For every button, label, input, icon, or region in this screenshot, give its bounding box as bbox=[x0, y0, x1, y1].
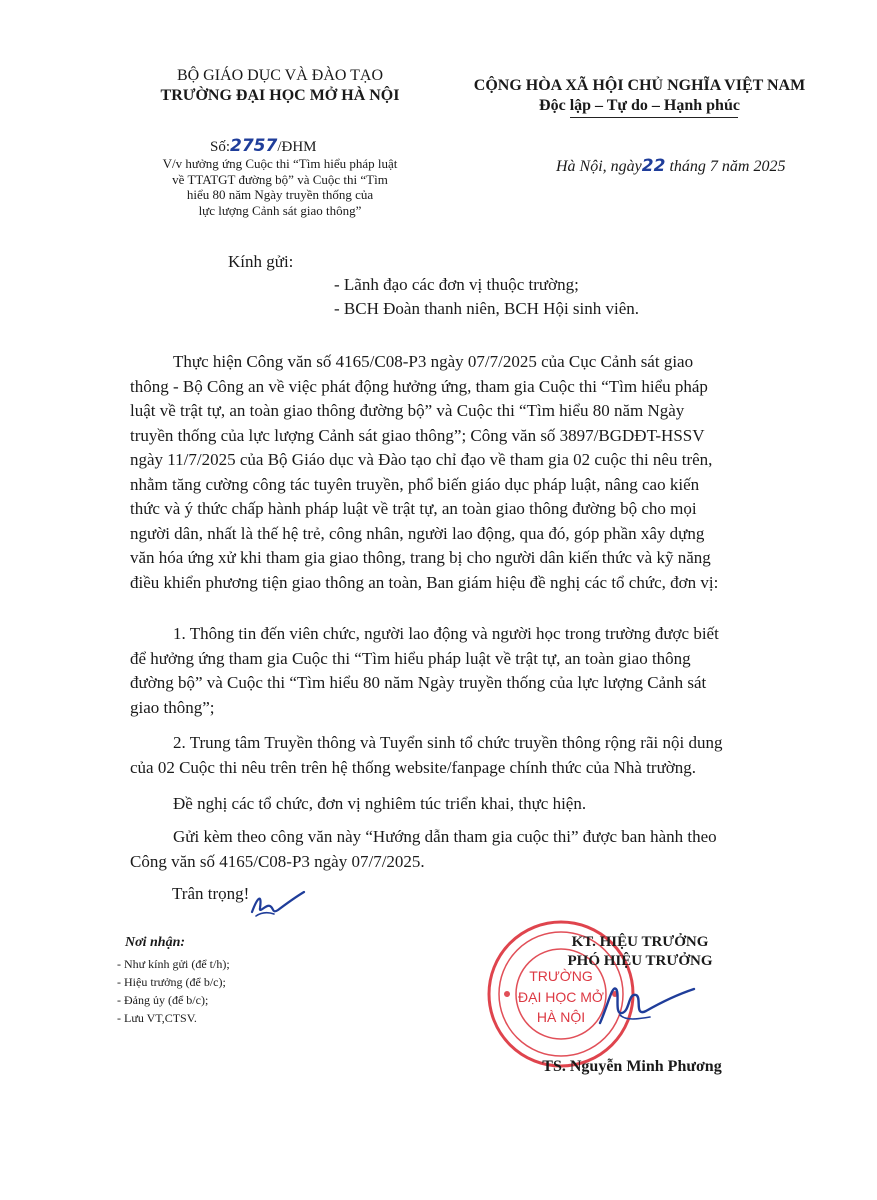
body-line: luật về trật tự, an toàn giao thông đường bộ” và Cuộc thi “Tìm hiểu 80 năm Ngày bbox=[130, 401, 685, 420]
signature-title-2: PHÓ HIỆU TRƯỞNG bbox=[567, 953, 713, 969]
stamp-line-3: HÀ NỘI bbox=[536, 1009, 586, 1025]
body-line: Công văn số 4165/C08-P3 ngày 07/7/2025. bbox=[130, 851, 425, 871]
body-line: đường bộ” và Cuộc thi “Tìm hiểu 80 năm Ngày truyền thống của lực lượng Cảnh sát bbox=[130, 673, 707, 692]
body-line: truyền thống của lực lượng Cảnh sát giao thông”; Công văn số 3897/BGDĐT-HSSV bbox=[130, 425, 705, 445]
body-line: điều khiển phương tiện giao thông an toàn, Ban giám hiệu đề nghị các tổ chức, đơn vị: bbox=[130, 572, 719, 592]
motto: Độc lập – Tự do – Hạnh phúc bbox=[539, 97, 740, 114]
body-line: Gửi kèm theo công văn này “Hướng dẫn tham gia cuộc thi” được ban hành theo bbox=[173, 827, 717, 846]
university-name: TRƯỜNG ĐẠI HỌC MỞ HÀ NỘI bbox=[160, 87, 400, 104]
body-line: 1. Thông tin đến viên chức, người lao động và người học trong trường được biết bbox=[173, 624, 719, 643]
body-line: 2. Trung tâm Truyền thông và Tuyển sinh tổ chức truyền thông rộng rãi nội dung bbox=[173, 733, 723, 752]
body-request: Đề nghị các tổ chức, đơn vị nghiêm túc triển khai, thực hiện. bbox=[173, 794, 587, 813]
body-line: nhằm tăng cường công tác tuyên truyền, phổ biến giáo dục pháp luật, nâng cao kiến bbox=[130, 474, 700, 494]
body-line: Thực hiện Công văn số 4165/C08-P3 ngày 07/7/2025 của Cục Cảnh sát giao bbox=[173, 352, 694, 371]
recipient-item: - Đảng ủy (để b/c); bbox=[117, 993, 209, 1007]
document-number-handwritten: 2757 bbox=[230, 136, 278, 156]
issue-date-prefix: Hà Nội, ngày bbox=[556, 158, 642, 175]
body-line: giao thông”; bbox=[130, 697, 215, 717]
addressee-item: - Lãnh đạo các đơn vị thuộc trường; bbox=[334, 275, 579, 294]
initials-signature-icon bbox=[246, 886, 308, 922]
subject-line: về TTATGT đường bộ” và Cuộc thi “Tìm bbox=[172, 171, 388, 187]
subject-line: lực lượng Cảnh sát giao thông” bbox=[198, 202, 362, 218]
subject-block bbox=[110, 156, 450, 218]
country-name: CỘNG HÒA XÃ HỘI CHỦ NGHĨA VIỆT NAM bbox=[473, 77, 806, 94]
closing: Trân trọng! bbox=[172, 884, 250, 903]
recipient-item: - Như kính gửi (để t/h); bbox=[117, 957, 230, 971]
body-line: ngày 11/7/2025 của Bộ Giáo dục và Đào tạo chỉ đạo về tham gia 02 cuộc thi nêu trên, bbox=[130, 450, 713, 469]
issue-date bbox=[556, 156, 785, 176]
handwritten-signature-icon bbox=[590, 975, 700, 1035]
document-number bbox=[210, 136, 317, 156]
document-number-prefix: Số: bbox=[210, 139, 231, 155]
signature-title-1: KT. HIỆU TRƯỞNG bbox=[571, 934, 709, 950]
stamp-line-1: TRƯỜNG bbox=[529, 968, 593, 984]
body-line: văn hóa ứng xử khi tham gia giao thông, trang bị cho người dân kiến thức và kỹ năng bbox=[130, 548, 711, 567]
ministry-name: BỘ GIÁO DỤC VÀ ĐÀO TẠO bbox=[176, 67, 384, 84]
subject-line: hiểu 80 năm Ngày truyền thống của bbox=[186, 187, 374, 202]
body-line: của 02 Cuộc thi nêu trên trên hệ thống website/fanpage chính thức của Nhà trường. bbox=[130, 757, 697, 777]
recipient-item: - Hiệu trưởng (để b/c); bbox=[117, 975, 226, 989]
subject-line: V/v hưởng ứng Cuộc thi “Tìm hiểu pháp luật bbox=[162, 156, 398, 171]
addressee-item: - BCH Đoàn thanh niên, BCH Hội sinh viên. bbox=[334, 299, 640, 318]
body-line: người dân, nhất là thế hệ trẻ, công nhân, người lao động, qua đó, góp phần xây dựng bbox=[130, 523, 705, 543]
motto-underline bbox=[452, 117, 692, 118]
document-number-suffix: /ĐHM bbox=[277, 139, 317, 155]
issue-date-day-handwritten: 22 bbox=[641, 156, 666, 176]
body-line: để hưởng ứng tham gia Cuộc thi “Tìm hiểu pháp luật về trật tự, an toàn giao thông bbox=[130, 648, 691, 668]
issue-date-suffix: tháng 7 năm 2025 bbox=[669, 158, 786, 175]
recipient-item: - Lưu VT,CTSV. bbox=[117, 1011, 197, 1025]
signer-name: TS. Nguyễn Minh Phương bbox=[542, 1058, 722, 1075]
recipients-label: Nơi nhận: bbox=[125, 935, 186, 950]
addressee-label: Kính gửi: bbox=[228, 252, 294, 271]
stamp-line-2: ĐẠI HỌC MỞ bbox=[518, 989, 604, 1005]
body-line: thông - Bộ Công an về việc phát động hưởng ứng, tham gia Cuộc thi “Tìm hiểu pháp bbox=[130, 376, 708, 396]
body-line: thức và ý thức chấp hành pháp luật về trật tự, an toàn giao thông đường bộ cho mọi bbox=[130, 499, 697, 518]
